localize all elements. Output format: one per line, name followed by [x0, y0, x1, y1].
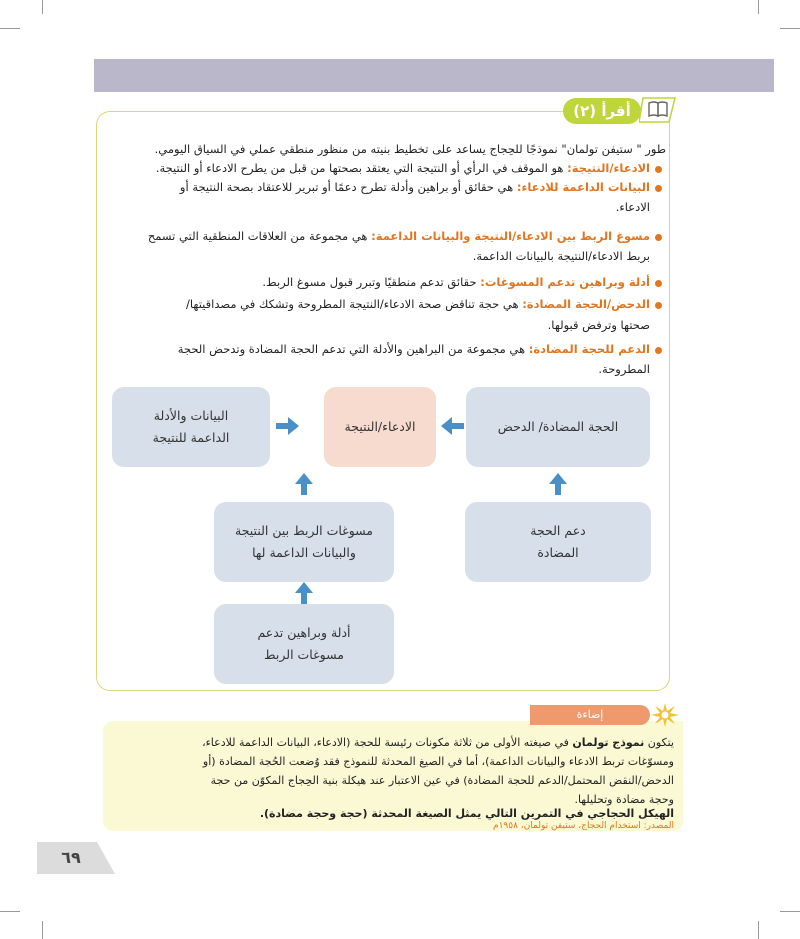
- bullet-warrant: [100, 227, 650, 246]
- bullet-continuation: بربط الادعاء/النتيجة بالبيانات الداعمة.: [472, 249, 650, 263]
- bullet-continuation: الادعاء.: [615, 200, 650, 214]
- bullet-dot: [655, 280, 662, 287]
- bullet-continuation: المطروحة.: [598, 362, 650, 376]
- light-line: ومسوّغات تربط الادعاء والبيانات الداعمة)، أما في الصيغ المحدثة للنموذج فقد وُضعت الحُجة المضادة (أو: [202, 755, 674, 768]
- bullet-text: هي مجموعة من العلاقات المنطقية التي تسمح: [147, 229, 368, 243]
- bullet-dot: [655, 166, 662, 173]
- arrow-up-icon: [548, 473, 568, 495]
- light-section-title: إضاءة: [530, 705, 650, 725]
- light-lead: يتكون: [647, 736, 674, 749]
- box-line: مسوغات الربط بين النتيجة: [235, 523, 373, 538]
- model-name: نموذج تولمان: [572, 736, 645, 749]
- page-number: ٦٩: [61, 848, 81, 867]
- bullet-term: الدعم للحجة المضادة:: [528, 342, 650, 356]
- crop-mark: [758, 0, 759, 14]
- bullet-dot: [655, 185, 662, 192]
- arrow-up-icon: [294, 582, 314, 604]
- box-line: الادعاء/النتيجة: [344, 419, 416, 434]
- bullet-claim: [100, 159, 650, 178]
- box-line: مسوغات الربط: [264, 647, 344, 662]
- bullet-text: هو الموقف في الرأي أو النتيجة التي يعتقد بصحتها من قبل من يطرح الادعاء أو النتيجة.: [155, 161, 564, 175]
- light-section-tab: [530, 703, 680, 725]
- warrant-box: [214, 502, 394, 582]
- backing-box: [214, 604, 394, 684]
- bullet-term: أدلة وبراهين تدعم المسوغات:: [480, 275, 650, 289]
- bullet-dot: [655, 347, 662, 354]
- light-line: الدحض/النقض المحتمل/الدعم للحجة المضادة) في عين الاعتبار عند هيكلة بنية الحِجاج المكوّن من حجة: [210, 774, 674, 787]
- read-section-title: أقرأ (٢): [563, 98, 641, 124]
- source-citation: المصدر: استخدام الحجاج، ستيفن تولمان، ١٩٥٨م: [493, 821, 674, 831]
- crop-mark: [0, 28, 20, 29]
- rebuttal-backing-box: [465, 502, 651, 582]
- page-number-tab: [37, 842, 115, 874]
- box-line: البيانات والأدلة: [153, 408, 229, 423]
- read-section-tab: [563, 98, 679, 126]
- arrow-right-icon: [276, 416, 300, 436]
- bullet-text: هي مجموعة من البراهين والأدلة التي تدعم الحجة المضادة وتدحض الحجة: [177, 342, 526, 356]
- box-line: الداعمة للنتيجة: [152, 430, 230, 445]
- data-evidence-box: [112, 387, 270, 467]
- bullet-text: هي حجة تناقض صحة الادعاء/النتيجة المطروحة وتشكك في مصداقيتها/: [186, 297, 519, 311]
- crop-mark: [780, 911, 800, 912]
- light-line: وحجة مضادة وتحليلها.: [574, 793, 674, 806]
- crop-mark: [780, 28, 800, 29]
- light-text-1: في صيغته الأولى من ثلاثة مكونات رئيسة للحجة (الادعاء، البيانات الداعمة للادعاء،: [202, 736, 569, 749]
- box-line: المضادة: [537, 545, 579, 560]
- rebuttal-box: [466, 387, 650, 467]
- bullet-text: حقائق تدعم منطقيًا وتبرر قبول مسوغ الربط.: [262, 275, 477, 289]
- bullet-backing: [100, 273, 650, 292]
- box-line: الحجة المضادة/ الدحض: [497, 419, 619, 434]
- crop-mark: [42, 0, 43, 14]
- intro-text: طور " ستيفن تولمان" نموذجًا للحِجاج يساعد على تخطيط بنيته من منظور منطقي عملي في السياق اليومي.: [154, 142, 666, 156]
- crop-mark: [758, 921, 759, 939]
- light-paragraph: [116, 733, 674, 790]
- bullet-continuation: صحتها وترفض قبولها.: [547, 318, 650, 332]
- bullet-dot: [655, 302, 662, 309]
- bullet-term: مسوغ الربط بين الادعاء/النتيجة والبيانات الداعمة:: [371, 229, 650, 243]
- bullet-data: [100, 178, 650, 197]
- bullet-term: الادعاء/النتيجة:: [567, 161, 650, 175]
- box-line: دعم الحجة: [530, 523, 586, 538]
- bullet-term: الدحض/الحجة المضادة:: [522, 297, 650, 311]
- light-line: [116, 733, 674, 752]
- bullet-text: هي حقائق أو براهين وأدلة تطرح دعمًا أو تبرير للاعتقاد بصحة النتيجة أو: [179, 180, 514, 194]
- claim-box: [324, 387, 436, 467]
- bullet-rebuttal: [100, 295, 650, 314]
- light-bold-note: الهيكل الحجاجي في التمرين التالي يمثل الصيغة المحدثة (حجة وحجة مضادة).: [259, 807, 674, 820]
- box-line: أدلة وبراهين تدعم: [257, 625, 351, 640]
- crop-mark: [42, 921, 43, 939]
- bullet-dot: [655, 234, 662, 241]
- starburst-icon: [651, 703, 679, 727]
- open-book-icon: [639, 96, 679, 124]
- bullet-rebuttal-support: [100, 340, 650, 359]
- arrow-left-icon: [440, 416, 464, 436]
- box-line: والبيانات الداعمة لها: [252, 545, 356, 560]
- header-band: [94, 59, 774, 92]
- crop-mark: [0, 911, 20, 912]
- arrow-up-icon: [294, 473, 314, 495]
- bullet-term: البيانات الداعمة للادعاء:: [516, 180, 650, 194]
